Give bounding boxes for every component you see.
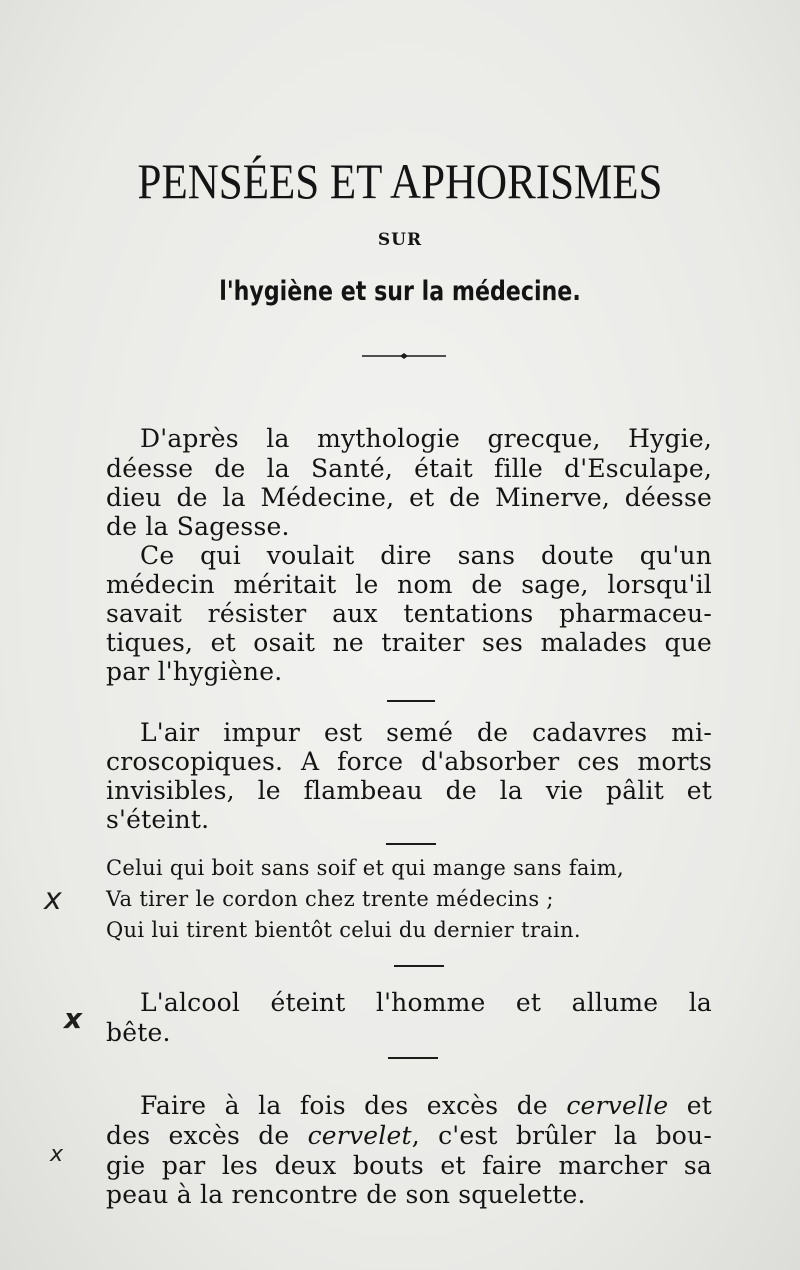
p4-line-2: bête.: [106, 1018, 171, 1047]
title-connector: SUR: [377, 230, 423, 250]
p2-line-4: tiques, et osait ne traiter ses malades que: [106, 628, 712, 657]
p5-line-1: [106, 1091, 712, 1121]
p3-line-1: L'air impur est semé de cadavres mi-: [140, 718, 712, 747]
margin-mark-2: x: [64, 1002, 83, 1035]
margin-mark-3: x: [50, 1142, 64, 1167]
p2-line-2: médecin méritait le nom de sage, lorsqu'il: [106, 570, 712, 599]
p1-line-2: déesse de la Santé, était fille d'Esculape,: [106, 454, 712, 483]
p5-line-1-pre: Faire à la fois des excès de: [140, 1091, 567, 1120]
p1-line-1: D'après la mythologie grecque, Hygie,: [140, 424, 712, 453]
p1-line-4: de la Sagesse.: [106, 512, 290, 541]
p5-line-2-pre: des excès de: [106, 1121, 308, 1150]
p3-line-3: invisibles, le flambeau de la vie pâlit et: [106, 776, 712, 805]
p5-emphasis-cervelet: cervelet: [307, 1121, 412, 1150]
p4-line-1: L'alcool éteint l'homme et allume la: [140, 988, 712, 1017]
verse-line-2: Va tirer le cordon chez trente médecins ;: [106, 887, 554, 911]
p5-emphasis-cervelle: cervelle: [566, 1091, 669, 1120]
p5-line-2-post: , c'est brûler la bou-: [411, 1121, 712, 1150]
verse-line-1: Celui qui boit sans soif et qui mange sans faim,: [106, 856, 624, 880]
p5-line-2: [106, 1121, 712, 1151]
p3-line-2: croscopiques. A force d'absorber ces morts: [106, 747, 712, 776]
p5-line-3: gie par les deux bouts et faire marcher sa: [106, 1151, 712, 1180]
p3-line-4: s'éteint.: [106, 805, 210, 834]
p1-line-3: dieu de la Médecine, et de Minerve, déesse: [106, 483, 712, 512]
section-divider: [394, 965, 444, 967]
p2-line-5: par l'hygiène.: [106, 657, 283, 686]
section-divider: [388, 1057, 438, 1059]
page-title: PENSÉES ET APHORISMES: [137, 153, 663, 209]
p2-line-3: savait résister aux tentations pharmaceu-: [106, 599, 712, 628]
page-subtitle: l'hygiène et sur la médecine.: [219, 276, 581, 307]
margin-mark-1: x: [44, 882, 62, 917]
section-divider: [386, 843, 436, 845]
p5-line-4: peau à la rencontre de son squelette.: [106, 1180, 586, 1209]
verse-line-3: Qui lui tirent bientôt celui du dernier train.: [106, 918, 581, 942]
section-divider: [387, 700, 435, 702]
title-ornament-rule: [362, 352, 446, 360]
p5-line-1-post: et: [668, 1091, 713, 1120]
p2-line-1: Ce qui voulait dire sans doute qu'un: [140, 541, 712, 570]
